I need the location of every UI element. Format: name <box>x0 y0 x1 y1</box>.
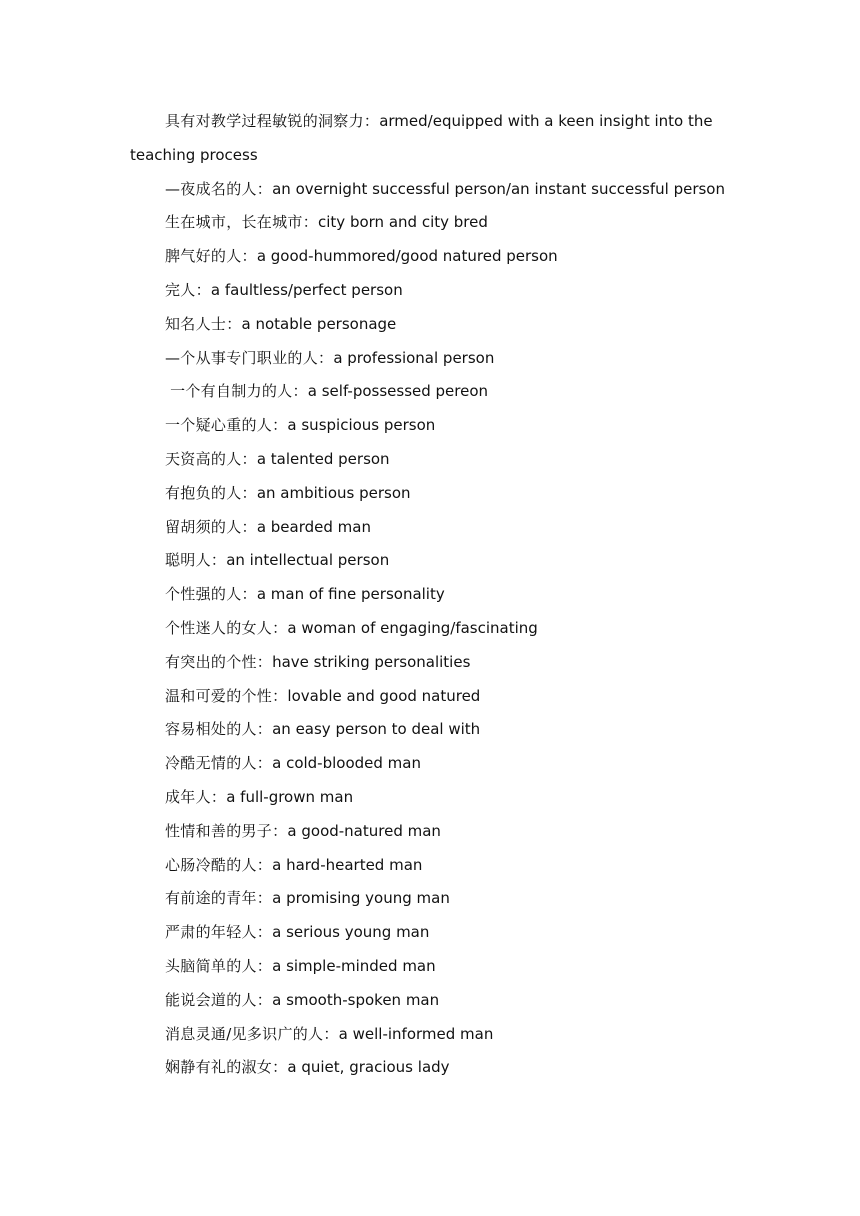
list-item <box>130 105 730 173</box>
list-item <box>130 173 730 207</box>
chinese-phrase: 冷酷无情的人： <box>165 754 273 773</box>
list-item <box>130 477 730 511</box>
list-item <box>130 240 730 274</box>
list-item <box>130 916 730 950</box>
list-item <box>130 342 730 376</box>
list-item <box>130 713 730 747</box>
list-item <box>130 646 730 680</box>
list-item <box>130 308 730 342</box>
chinese-phrase: 个性迷人的女人： <box>165 618 288 637</box>
english-translation: a notable personage <box>241 314 397 333</box>
english-translation: a good-hummored/good natured person <box>256 247 558 266</box>
chinese-phrase: 容易相处的人： <box>165 720 273 739</box>
english-translation: a quiet, gracious lady <box>287 1058 450 1077</box>
english-translation: a full-grown man <box>226 787 354 806</box>
english-translation: a bearded man <box>256 517 371 536</box>
chinese-phrase: 有抱负的人： <box>165 483 257 502</box>
english-translation: a talented person <box>256 449 390 468</box>
phrase-list <box>130 105 730 1085</box>
english-translation: a cold-blooded man <box>272 754 421 773</box>
english-translation: city born and city bred <box>318 213 488 232</box>
list-item <box>130 747 730 781</box>
english-translation: a self-possessed pereon <box>307 382 489 401</box>
chinese-phrase: 具有对教学过程敏锐的洞察力： <box>165 112 380 130</box>
chinese-phrase: 一个疑心重的人： <box>165 416 288 435</box>
chinese-phrase: 个性强的人： <box>165 585 257 604</box>
chinese-phrase: 心肠冷酷的人： <box>165 855 273 874</box>
english-translation: a good-natured man <box>287 821 441 840</box>
list-item <box>130 274 730 308</box>
english-translation: an ambitious person <box>256 483 411 502</box>
list-item <box>130 1051 730 1085</box>
english-translation: a well-informed man <box>338 1024 494 1043</box>
chinese-phrase: 娴静有礼的淑女： <box>165 1058 288 1077</box>
english-translation: a suspicious person <box>287 416 436 435</box>
english-translation: an intellectual person <box>226 551 390 570</box>
chinese-phrase: 头脑简单的人： <box>165 956 273 975</box>
chinese-phrase: —个从事专门职业的人： <box>165 348 334 367</box>
english-translation: a serious young man <box>272 923 430 942</box>
chinese-phrase: 消息灵通/见多识广的人： <box>165 1024 339 1043</box>
list-item <box>130 1018 730 1052</box>
list-item <box>130 409 730 443</box>
english-translation: a promising young man <box>272 889 450 908</box>
list-item <box>130 578 730 612</box>
english-translation: a woman of engaging/fascinating <box>287 618 538 637</box>
chinese-phrase: 有突出的个性： <box>165 652 273 671</box>
list-item <box>130 544 730 578</box>
english-translation: armed/equipped with a keen insight into the teaching process <box>130 112 713 164</box>
list-item <box>130 443 730 477</box>
chinese-phrase: 脾气好的人： <box>165 247 257 266</box>
chinese-phrase: 天资高的人： <box>165 449 257 468</box>
english-translation: a professional person <box>333 348 495 367</box>
list-item <box>130 206 730 240</box>
list-item <box>130 375 730 409</box>
chinese-phrase: 温和可爱的个性： <box>165 686 288 705</box>
chinese-phrase: 聪明人： <box>165 551 227 570</box>
chinese-phrase: 一个有自制力的人： <box>165 382 308 401</box>
english-translation: a smooth-spoken man <box>272 990 440 1009</box>
english-translation: an overnight successful person/an instant successful person <box>272 179 725 198</box>
list-item <box>130 882 730 916</box>
chinese-phrase: 能说会道的人： <box>165 990 273 1009</box>
english-translation: a faultless/perfect person <box>210 280 403 299</box>
english-translation: a simple-minded man <box>272 956 436 975</box>
chinese-phrase: 严肃的年轻人： <box>165 923 273 942</box>
english-translation: a man of fine personality <box>256 585 445 604</box>
chinese-phrase: 留胡须的人： <box>165 517 257 536</box>
chinese-phrase: 知名人士： <box>165 314 242 333</box>
list-item <box>130 984 730 1018</box>
english-translation: lovable and good natured <box>287 686 481 705</box>
list-item <box>130 950 730 984</box>
list-item <box>130 612 730 646</box>
chinese-phrase: 生在城市，长在城市： <box>165 213 319 232</box>
chinese-phrase: 性情和善的男子： <box>165 821 288 840</box>
list-item <box>130 680 730 714</box>
chinese-phrase: 成年人： <box>165 787 227 806</box>
list-item <box>130 781 730 815</box>
list-item <box>130 815 730 849</box>
english-translation: an easy person to deal with <box>272 720 481 739</box>
chinese-phrase: —夜成名的人： <box>165 179 273 198</box>
english-translation: have striking personalities <box>272 652 471 671</box>
english-translation: a hard-hearted man <box>272 855 423 874</box>
chinese-phrase: 有前途的青年： <box>165 889 273 908</box>
list-item <box>130 511 730 545</box>
list-item <box>130 849 730 883</box>
chinese-phrase: 完人： <box>165 280 211 299</box>
